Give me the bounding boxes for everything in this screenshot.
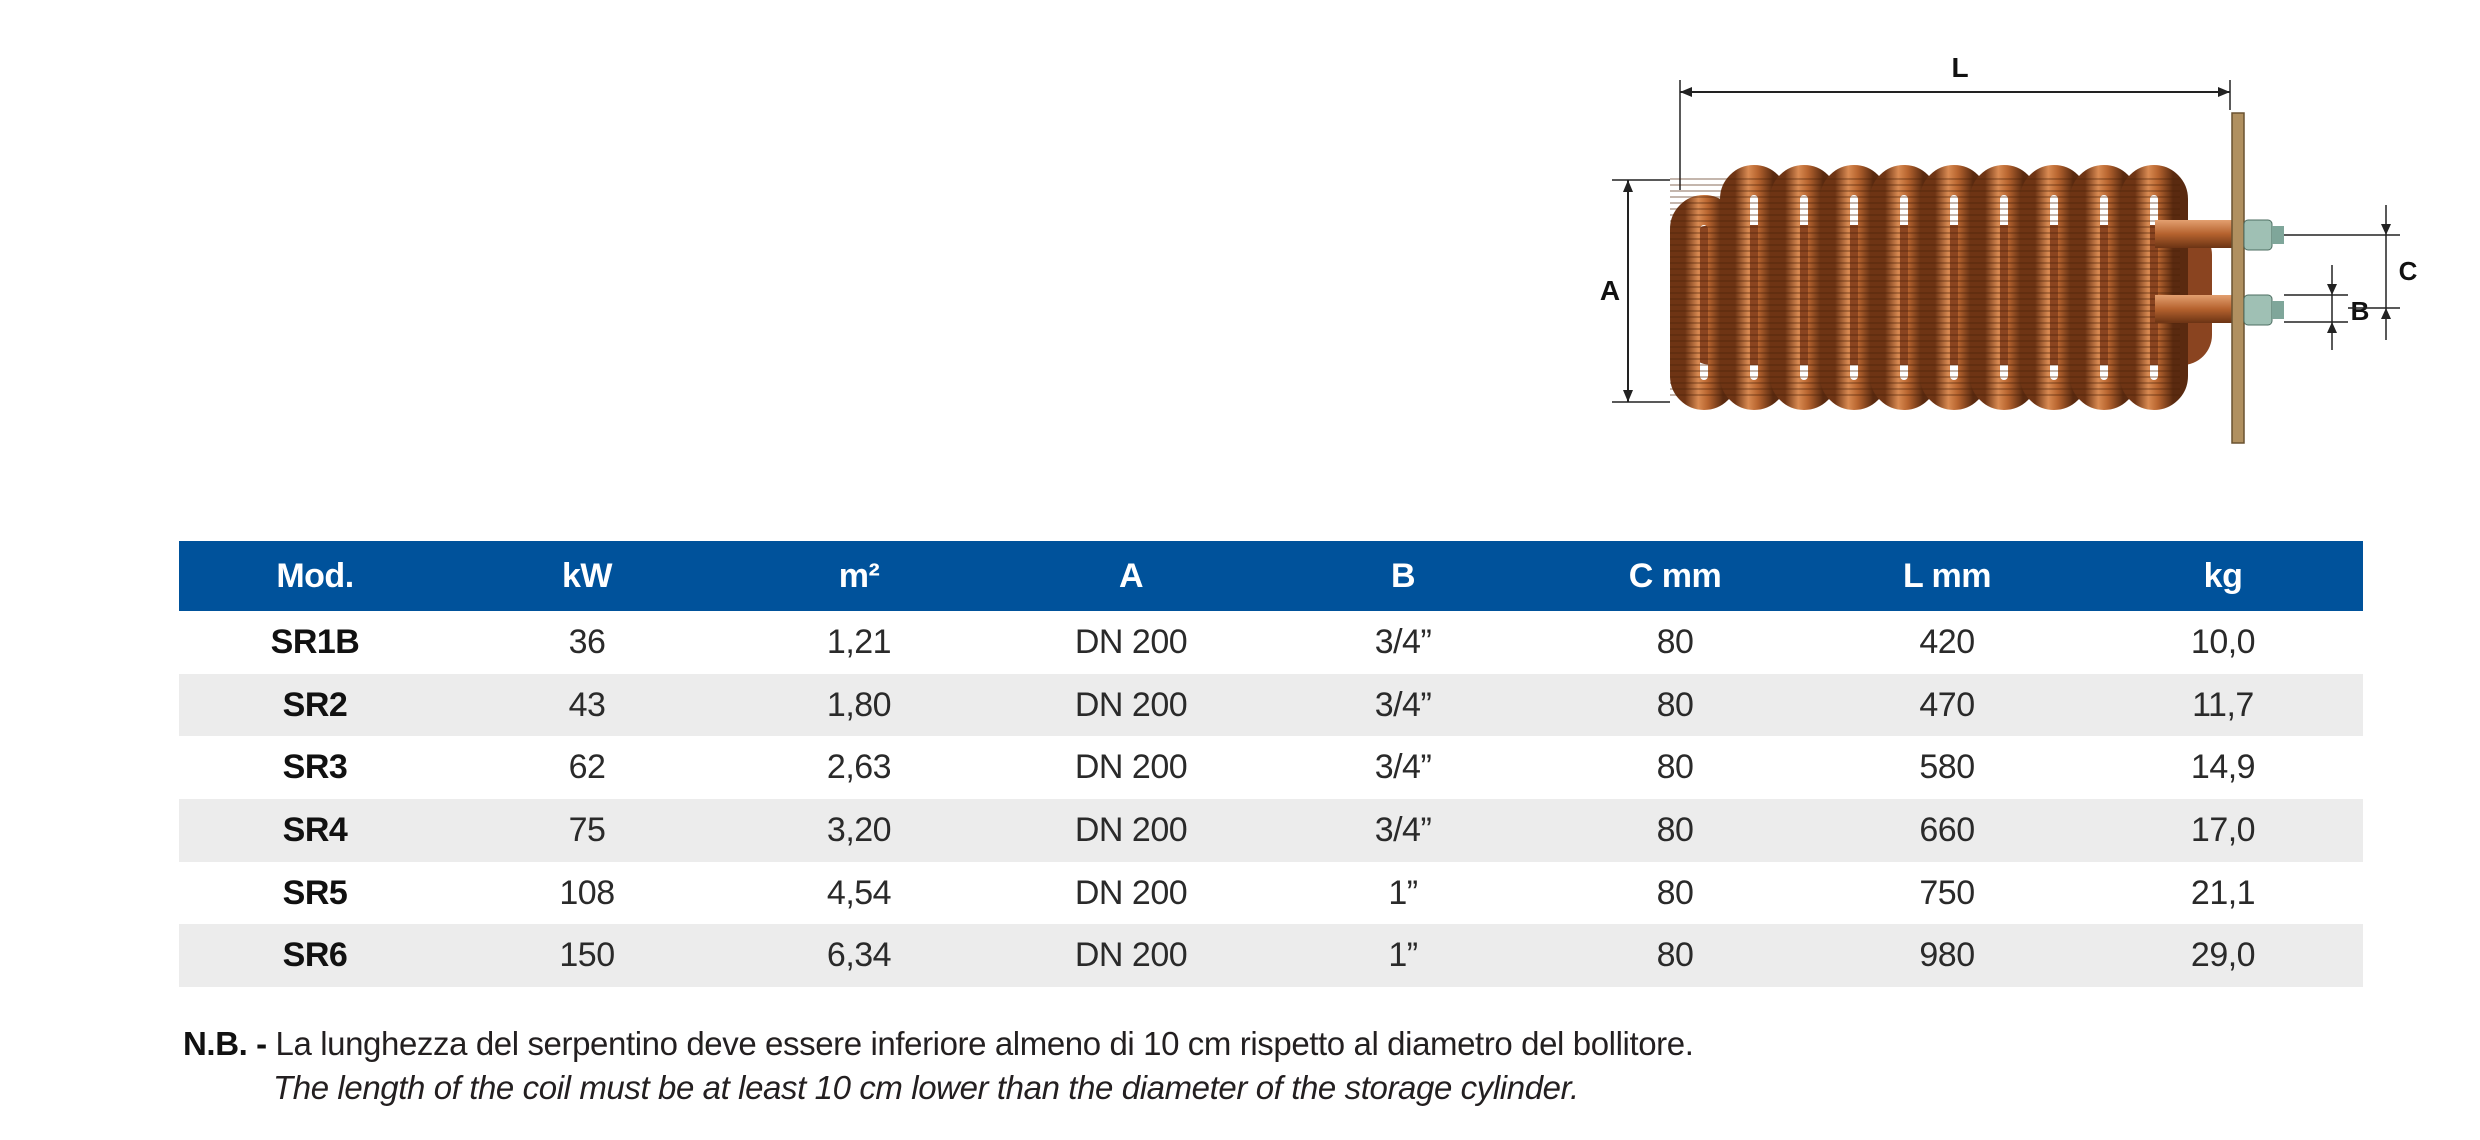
header-surface: m² [723, 541, 995, 611]
cell-l: 750 [1919, 873, 1975, 912]
cell-model: SR4 [179, 799, 451, 862]
cell-model: SR5 [282, 873, 348, 912]
cell-a: DN 200 [1074, 622, 1188, 661]
cell-power: 43 [451, 674, 723, 737]
header-model: Mod. [179, 541, 451, 611]
cell-weight: 17,0 [2083, 799, 2363, 862]
cell-c: 80 [1656, 873, 1694, 912]
table-row [179, 799, 2363, 862]
cell-c: 80 [1539, 799, 1811, 862]
cell-b: 3/4” [1267, 799, 1539, 862]
cell-weight: 10,0 [2190, 622, 2256, 661]
cell-surface: 2,63 [826, 748, 892, 787]
cell-a: DN 200 [1074, 748, 1188, 787]
cell-a: DN 200 [1074, 873, 1188, 912]
cell-surface: 1,21 [826, 622, 892, 661]
cell-surface: 3,20 [723, 799, 995, 862]
cell-b: 3/4” [1374, 622, 1432, 661]
cell-power: 62 [568, 748, 606, 787]
header-power: kW [451, 541, 723, 611]
cell-c: 80 [1656, 622, 1694, 661]
dimension-label-a: A [1600, 275, 1621, 306]
cell-weight: 11,7 [2083, 674, 2363, 737]
cell-power: 75 [451, 799, 723, 862]
dimension-label-c: C [2398, 256, 2418, 286]
cell-l: 470 [1811, 674, 2083, 737]
cell-l: 580 [1919, 748, 1975, 787]
cell-surface: 1,80 [723, 674, 995, 737]
cell-weight: 29,0 [2083, 924, 2363, 987]
cell-l: 660 [1811, 799, 2083, 862]
cell-a: DN 200 [995, 674, 1267, 737]
header-c: C mm [1539, 541, 1811, 611]
cell-c: 80 [1539, 924, 1811, 987]
copper-coil [1670, 113, 2284, 443]
cell-model: SR3 [282, 748, 348, 787]
cell-weight: 21,1 [2190, 873, 2256, 912]
cell-l: 980 [1811, 924, 2083, 987]
dimension-label-l: L [1951, 52, 1969, 83]
cell-power: 150 [451, 924, 723, 987]
cell-surface: 4,54 [826, 873, 892, 912]
table-row [179, 736, 2363, 799]
table-row [179, 611, 2363, 674]
spec-table [179, 541, 2363, 987]
footnote-english: The length of the coil must be at least 10 cm lower than the diameter of the storage cylinder. [273, 1069, 1579, 1106]
footnote [183, 1022, 1693, 1110]
header-b: B [1267, 541, 1539, 611]
cell-l: 420 [1919, 622, 1975, 661]
cell-c: 80 [1656, 748, 1694, 787]
cell-b: 3/4” [1267, 674, 1539, 737]
table-row [179, 862, 2363, 925]
table-row [179, 924, 2363, 987]
cell-model: SR1B [270, 622, 360, 661]
table-header-row [179, 541, 2363, 611]
cell-b: 1” [1267, 924, 1539, 987]
cell-b: 3/4” [1374, 748, 1432, 787]
footnote-prefix: N.B. - [183, 1025, 267, 1062]
header-a: A [995, 541, 1267, 611]
footnote-italian: La lunghezza del serpentino deve essere inferiore almeno di 10 cm rispetto al diametro del bollitore. [275, 1025, 1694, 1062]
cell-surface: 6,34 [723, 924, 995, 987]
header-weight: kg [2083, 541, 2363, 611]
cell-weight: 14,9 [2190, 748, 2256, 787]
cell-c: 80 [1539, 674, 1811, 737]
cell-power: 36 [568, 622, 606, 661]
coil-diagram [1600, 40, 2420, 460]
table-row [179, 674, 2363, 737]
cell-power: 108 [559, 873, 615, 912]
header-l: L mm [1811, 541, 2083, 611]
cell-a: DN 200 [995, 799, 1267, 862]
cell-a: DN 200 [995, 924, 1267, 987]
cell-model: SR2 [179, 674, 451, 737]
dimension-label-b: B [2350, 296, 2370, 326]
cell-model: SR6 [179, 924, 451, 987]
cell-b: 1” [1388, 873, 1418, 912]
